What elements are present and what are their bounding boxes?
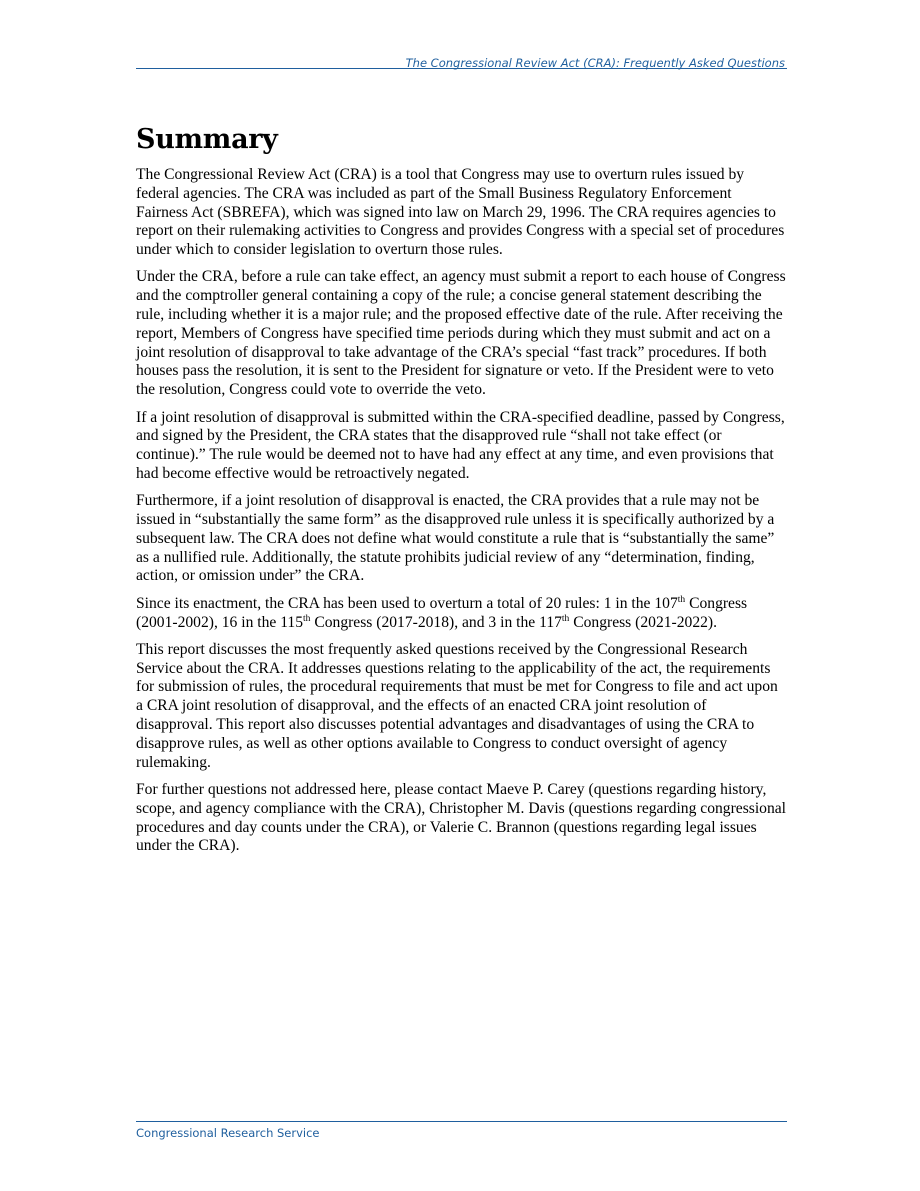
footer-publisher: Congressional Research Service <box>136 1126 320 1140</box>
summary-paragraph-1: The Congressional Review Act (CRA) is a tool that Congress may use to overturn rules issued by federal agencies. The CRA was included as part of the Small Business Regulatory Enforcement Fairness Act (SBREFA), which was signed into law on March 29, 1996. The CRA requires agencies to report on their rulemaking activities to Congress and provides Congress with a special set of procedures under which to consider legislation to overturn those rules. <box>136 166 785 259</box>
p5-text-c: Congress (2017-2018), and 3 in the 117 <box>310 613 562 631</box>
running-header-title: The Congressional Review Act (CRA): Frequently Asked Questions <box>405 56 785 70</box>
summary-paragraph-2: Under the CRA, before a rule can take effect, an agency must submit a report to each house of Congress and the comptroller general containing a copy of the rule; a concise general statement describing the rule, including whether it is a major rule; and the proposed effective date of the rule. After receiving the report, Members of Congress have specified time periods during which they must submit and act on a joint resolution of disapproval to take advantage of the CRA’s special “fast track” procedures. If both houses pass the resolution, it is sent to the President for signature or veto. If the President were to veto the resolution, Congress could vote to override the veto. <box>136 268 786 399</box>
summary-paragraph-4: Furthermore, if a joint resolution of disapproval is enacted, the CRA provides that a rule may not be issued in “substantially the same form” as the disapproved rule unless it is specifically authorized by a subsequent law. The CRA does not define what would constitute a rule that is “substantially the same” as a nullified rule. Additionally, the statute prohibits judicial review of any “determination, finding, action, or omission under” the CRA. <box>136 492 775 585</box>
summary-paragraph-5 <box>136 595 787 633</box>
p5-ordinal-c: th <box>561 613 570 624</box>
p5-text-d: Congress (2021-2022). <box>569 613 718 631</box>
p5-text-b: Congress (2001-2002), 16 in the 115 <box>136 594 748 631</box>
p5-ordinal-b: th <box>303 613 311 624</box>
p5-text-a: Since its enactment, the CRA has been used to overturn a total of 20 rules: 1 in the 107 <box>136 594 678 612</box>
running-header <box>136 54 787 69</box>
summary-paragraph-6: This report discusses the most frequently asked questions received by the Congressional Research Service about the CRA. It addresses questions relating to the applicability of the act, the requirements for submission of rules, the procedural requirements that must be met for Congress to file and act upon a CRA joint resolution of disapproval, and the effects of an enacted CRA joint resolution of disapproval. This report also discusses potential advantages and disadvantages of using the CRA to disapprove rules, as well as other options available to Congress to conduct oversight of agency rulemaking. <box>136 640 778 771</box>
p5-ordinal-a: th <box>677 594 686 605</box>
summary-paragraph-3: If a joint resolution of disapproval is submitted within the CRA-specified deadline, passed by Congress, and signed by the President, the CRA states that the disapproved rule “shall not take effect (or continue).” The rule would be deemed not to have had any effect at any time, and even provisions that had become effective would be retroactively negated. <box>136 408 785 482</box>
section-heading: Summary <box>136 124 278 155</box>
running-footer <box>136 1121 787 1142</box>
summary-paragraph-7: For further questions not addressed here, please contact Maeve P. Carey (questions regarding history, scope, and agency compliance with the CRA), Christopher M. Davis (questions regarding congressional procedures and day counts under the CRA), or Valerie C. Brannon (questions regarding legal issues under the CRA). <box>136 780 787 855</box>
summary-section <box>136 122 787 865</box>
